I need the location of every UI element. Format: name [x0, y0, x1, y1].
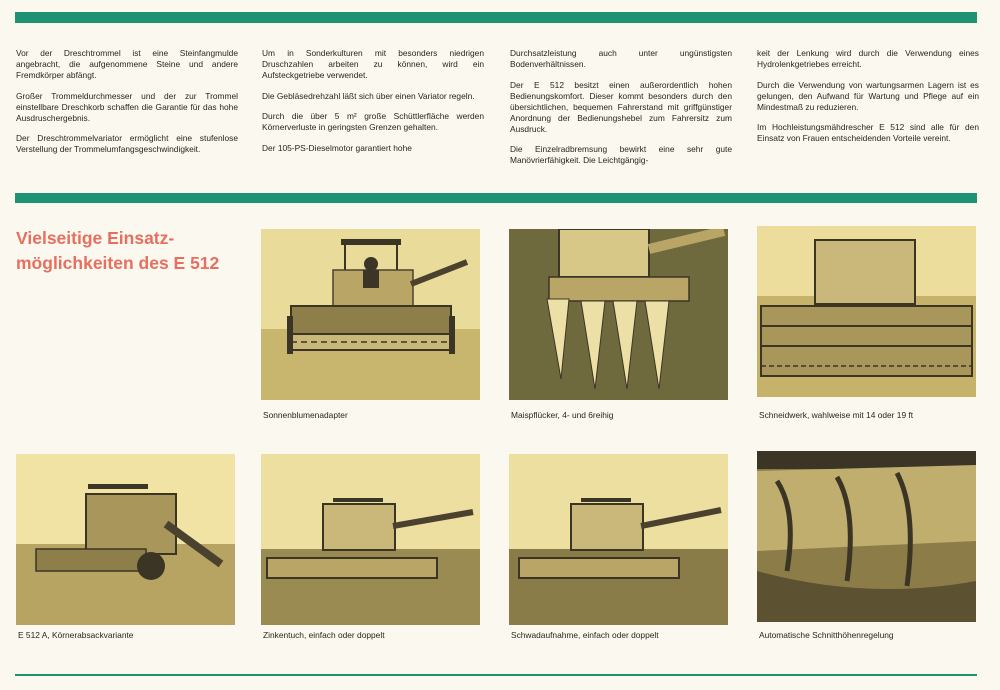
paragraph: Die Einzelradbremsung bewirkt eine sehr gute Manövrierfähigkeit. Die Leichtgängig-	[510, 144, 732, 165]
paragraph: Im Hochleistungsmähdrescher E 512 sind alle für den Einsatz von Frauen entscheidenden Vorteile vereint.	[757, 122, 979, 143]
caption-auto-cut-height: Automatische Schnitthöhenregelung	[759, 630, 894, 640]
paragraph: Durchsatzleistung auch unter ungünstigsten Bodenverhältnissen.	[510, 48, 732, 69]
caption-swath-pickup: Schwadaufnahme, einfach oder doppelt	[511, 630, 659, 640]
paragraph: Durch die über 5 m² große Schüttlerfläche werden Körnerverluste in geringsten Grenzen gehalten.	[262, 111, 484, 132]
bottom-rule	[15, 674, 977, 676]
paragraph: Um in Sonderkulturen mit besonders niedrigen Druschzahlen arbeiten zu können, wird ein Aufsteckgetriebe verwendet.	[262, 48, 484, 80]
text-column-4	[757, 48, 979, 154]
top-rule	[15, 12, 977, 23]
swath-pickup-photo	[509, 454, 728, 625]
text-column-1	[16, 48, 238, 165]
headline-line-1: Vielseitige Einsatz-	[16, 228, 175, 248]
text-column-3	[510, 48, 732, 176]
caption-tine-belt: Zinkentuch, einfach oder doppelt	[263, 630, 385, 640]
paragraph: Durch die Verwendung von wartungsarmen Lagern ist es gelungen, den Aufwand für Wartung und Pflege auf ein Mindestmaß zu reduzieren.	[757, 79, 979, 112]
paragraph: keit der Lenkung wird durch die Verwendung eines Hydrolenkgetriebes erreicht.	[757, 48, 979, 69]
cutting-header-photo	[757, 226, 976, 397]
grain-bagging-photo	[16, 454, 235, 625]
middle-rule	[15, 193, 977, 203]
paragraph: Vor der Dreschtrommel ist eine Steinfangmulde angebracht, die aufgenommene Steine und andere Fremdkörper abfängt.	[16, 48, 238, 80]
paragraph: Großer Trommeldurchmesser und der zur Trommel einstellbare Dreschkorb schaffen die Garantie für das hohe Ausdruschergebnis.	[16, 90, 238, 123]
paragraph: Die Gebläsedrehzahl läßt sich über einen Variator regeln.	[262, 90, 475, 101]
text-column-2	[262, 48, 484, 163]
auto-cut-height-photo	[757, 451, 976, 622]
tine-belt-photo	[261, 454, 480, 625]
paragraph: Der 105-PS-Dieselmotor garantiert hohe	[262, 142, 412, 153]
section-headline	[16, 226, 246, 276]
caption-maize-picker: Maispflücker, 4- und 6reihig	[511, 410, 614, 420]
caption-sunflower-adapter: Sonnenblumenadapter	[263, 410, 348, 420]
caption-grain-bagging: E 512 A, Körnerabsackvariante	[18, 630, 134, 640]
headline-line-2: möglichkeiten des E 512	[16, 253, 220, 273]
paragraph: Der Dreschtrommelvariator ermöglicht eine stufenlose Verstellung der Trommelumfangsgeschwindigkeit.	[16, 133, 238, 154]
paragraph: Der E 512 besitzt einen außerordentlich hohen Bedienungskomfort. Dieser kommt besonders durch den übersichtlichen, bequemen Fahrerstand mit griffgünstiger Anordnung der Bedienungshebel zum Fahrersitz zum Ausdruck.	[510, 79, 732, 134]
caption-cutting-header: Schneidwerk, wahlweise mit 14 oder 19 ft	[759, 410, 914, 420]
sunflower-adapter-photo	[261, 229, 480, 400]
maize-picker-photo	[509, 229, 728, 400]
